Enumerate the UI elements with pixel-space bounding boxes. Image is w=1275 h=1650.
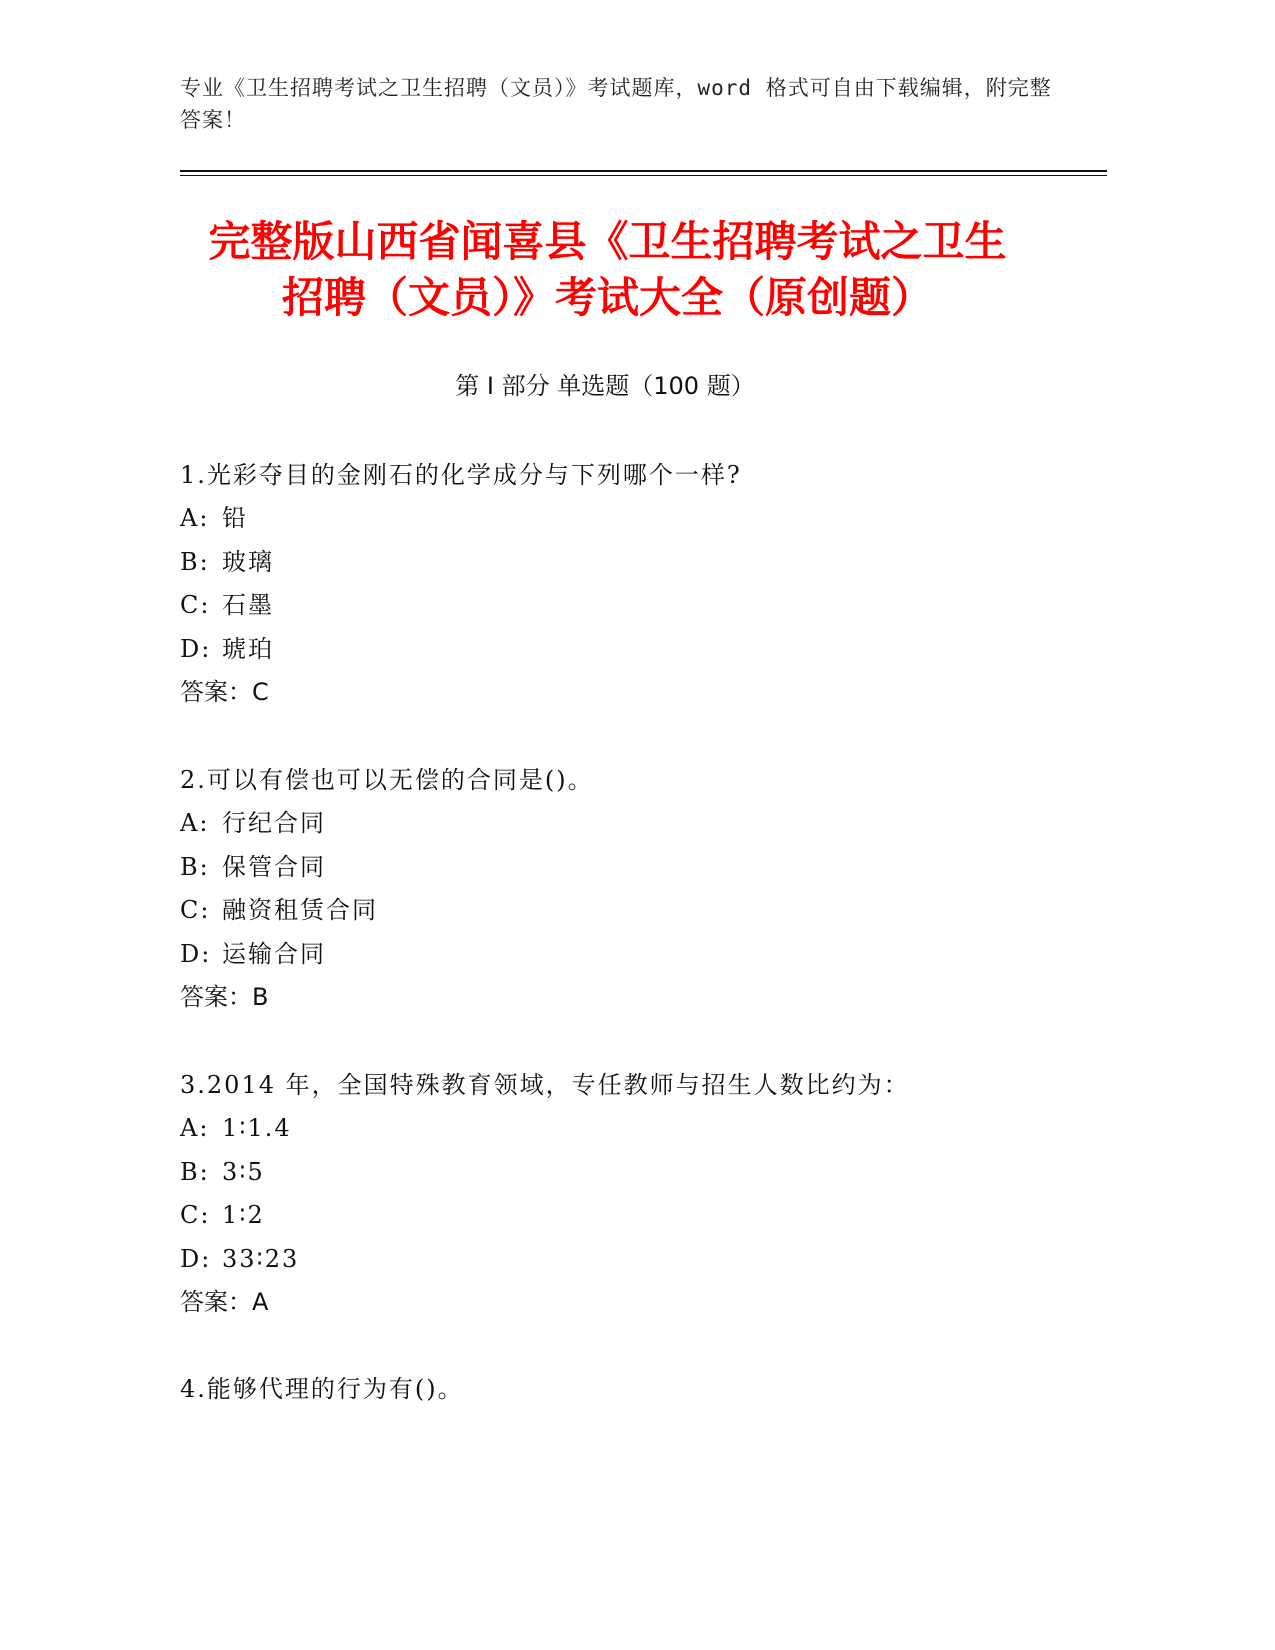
option-b — [180, 1151, 1080, 1195]
header-divider-thin — [180, 175, 1107, 176]
option-key: B: — [180, 852, 210, 881]
option-text: 融资租赁合同 — [222, 896, 378, 924]
option-text: 1∶1.4 — [222, 1114, 292, 1142]
header-divider — [180, 170, 1107, 172]
option-text: 石墨 — [222, 591, 274, 619]
option-key: B: — [180, 547, 210, 576]
document-title — [150, 214, 1065, 326]
option-text: 1∶2 — [222, 1201, 265, 1229]
option-a — [180, 1107, 1080, 1151]
option-b — [180, 541, 1080, 585]
answer-line: 答案：B — [180, 983, 269, 1011]
option-c — [180, 889, 1080, 933]
option-d — [180, 628, 1080, 672]
option-c — [180, 1194, 1080, 1238]
question-stem: 3.2014 年，全国特殊教育领域，专任教师与招生人数比约为： — [180, 1071, 910, 1099]
option-key: A: — [180, 809, 210, 837]
option-text: 33∶23 — [222, 1244, 300, 1273]
answer-line: 答案：C — [180, 678, 269, 706]
option-key: A: — [180, 1114, 210, 1142]
option-key: D: — [180, 1244, 212, 1273]
option-text: 3∶5 — [222, 1157, 265, 1186]
question-2 — [180, 759, 1080, 1019]
question-3 — [180, 1064, 1080, 1324]
section-title: 第 I 部分 单选题（100 题） — [455, 372, 755, 400]
option-d — [180, 1238, 1080, 1282]
option-key: B: — [180, 1157, 210, 1186]
header-note: 专业《卫生招聘考试之卫生招聘（文员）》考试题库，word 格式可自由下载编辑，附完整答案！ — [180, 76, 1052, 132]
option-text: 运输合同 — [222, 939, 326, 968]
question-1 — [180, 454, 1080, 714]
question-4 — [180, 1368, 1080, 1411]
answer-line: 答案：A — [180, 1288, 269, 1316]
option-key: C: — [180, 896, 211, 924]
option-text: 铅 — [222, 504, 248, 532]
question-stem: 1.光彩夺目的金刚石的化学成分与下列哪个一样? — [180, 461, 742, 489]
question-stem: 2.可以有偿也可以无偿的合同是()。 — [180, 766, 594, 794]
option-key: C: — [180, 591, 211, 619]
option-a — [180, 497, 1080, 541]
option-key: D: — [180, 939, 212, 968]
document-title-line-2: 招聘（文员）》考试大全（原创题） — [281, 273, 933, 322]
option-key: A: — [180, 504, 210, 532]
option-text: 琥珀 — [222, 634, 274, 663]
document-title-line-1: 完整版山西省闻喜县《卫生招聘考试之卫生 — [208, 217, 1007, 266]
option-d — [180, 933, 1080, 977]
option-text: 保管合同 — [222, 852, 326, 881]
option-a — [180, 802, 1080, 846]
option-c — [180, 584, 1080, 628]
option-key: C: — [180, 1201, 211, 1229]
option-text: 行纪合同 — [222, 809, 326, 837]
option-key: D: — [180, 634, 212, 663]
option-text: 玻璃 — [222, 547, 274, 576]
question-stem: 4.能够代理的行为有()。 — [180, 1375, 464, 1403]
option-b — [180, 846, 1080, 890]
